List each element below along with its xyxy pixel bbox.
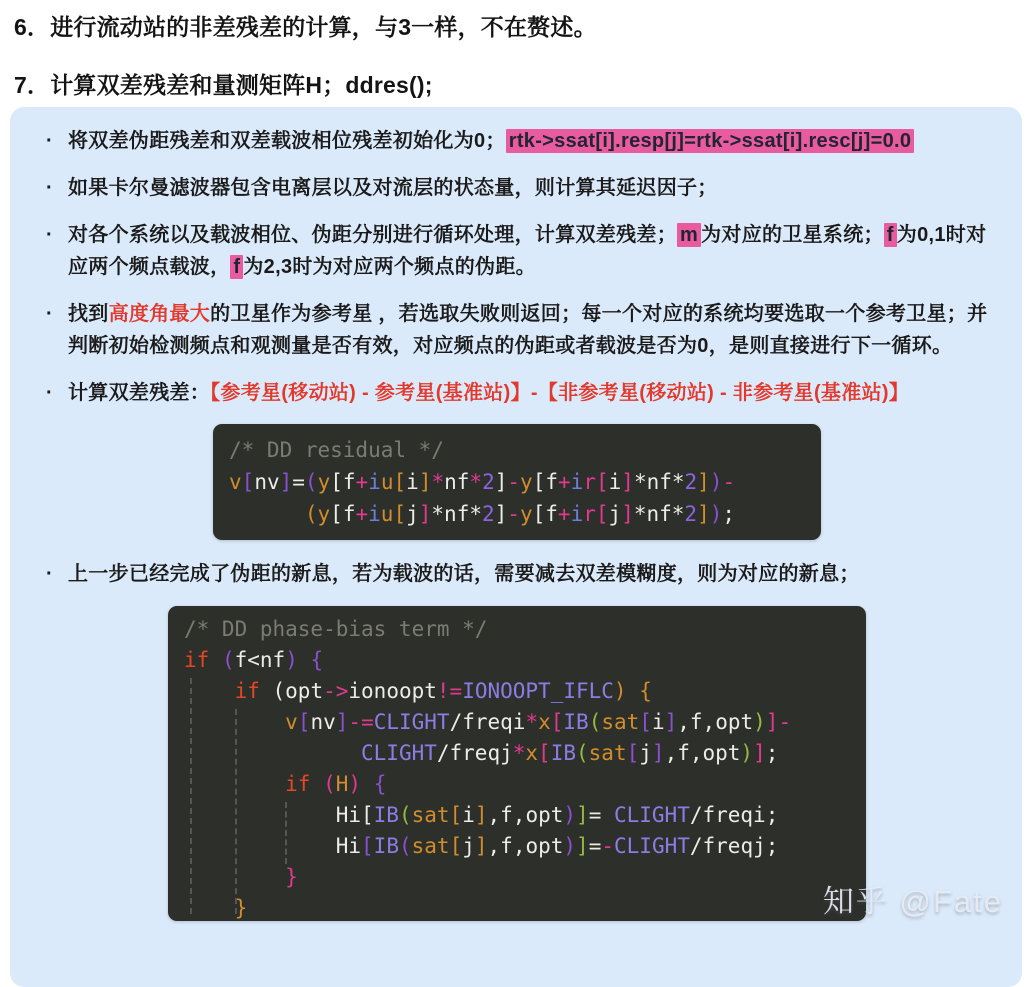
heading-step-6: 6．进行流动站的非差残差的计算，与3一样，不在赘述。: [14, 14, 597, 40]
list-item: [46, 558, 992, 590]
bullet-text: [68, 219, 992, 283]
list-item: [46, 125, 992, 157]
bullet-text: [68, 172, 992, 204]
code-lines: [184, 614, 850, 921]
text-segment-normal: 为2,3时为对应两个频点的伪距。: [243, 256, 536, 278]
zhihu-watermark: 知乎 @Fate: [822, 884, 1003, 919]
code-lines: [229, 434, 805, 530]
list-item: [46, 298, 992, 362]
bullet-marker: ·: [46, 382, 53, 404]
indent-guide: [235, 709, 237, 914]
list-item: [46, 172, 992, 204]
text-segment-highlight: f: [230, 255, 243, 279]
code-line: (y[f+iu[j]*nf*2]-y[f+ir[j]*nf*2]);: [304, 502, 736, 526]
bullet-marker: ·: [46, 130, 53, 152]
text-segment-normal: 上一步已经完成了伪距的新息，若为载波的话，需要减去双差模糊度，则为对应的新息；: [68, 563, 860, 585]
heading-step-7: 7．计算双差残差和量测矩阵H；ddres();: [14, 72, 433, 98]
indent-guide: [285, 802, 287, 864]
code-line: v[nv]-=CLIGHT/freqi*x[IB(sat[i],f,opt)]-: [285, 710, 792, 734]
code-line: Hi[IB(sat[j],f,opt)]=-CLIGHT/freqj;: [184, 834, 779, 858]
text-segment-normal: 找到: [68, 303, 109, 325]
code-line: }: [285, 865, 298, 889]
code-line: /* DD phase-bias term */: [184, 617, 488, 641]
bullet-list-top: [46, 125, 992, 409]
text-segment-highlight: rtk->ssat[i].resp[j]=rtk->ssat[i].resc[j]=0.0: [506, 129, 915, 153]
bullet-marker: ·: [46, 177, 53, 199]
text-segment-normal: 将双差伪距残差和双差载波相位残差初始化为0；: [68, 130, 506, 152]
code-line: if (opt->ionoopt!=IONOOPT_IFLC) {: [234, 679, 652, 703]
text-segment-red: 高度角最大: [108, 303, 211, 325]
code-line: }: [234, 896, 248, 920]
code-line: if (f<nf) {: [184, 648, 324, 672]
bullet-marker: ·: [46, 563, 53, 585]
text-segment-highlight: m: [677, 223, 701, 247]
code-line: if (H) {: [285, 772, 387, 796]
text-segment-normal: 计算双差残差：: [68, 382, 211, 404]
bullet-marker: ·: [46, 303, 53, 325]
code-block-dd-phase-bias: [168, 606, 866, 921]
text-segment-normal: 为0,1时对应两个频点载波，: [68, 224, 987, 278]
bullet-list-bottom: [46, 558, 992, 590]
bullet-text: [68, 298, 992, 362]
text-segment-normal: 的卫星作为参考星 ，若选取失败则返回；每一个对应的系统均要选取一个参考卫星；并判断初始检测频点和观测量是否有效，对应频点的伪距或者载波是否为0，是则直接进行下一循环。: [68, 303, 988, 357]
bullet-marker: ·: [46, 224, 53, 246]
code-block-dd-residual: [213, 424, 821, 540]
notes-panel: [10, 107, 1022, 987]
bullet-text: [68, 377, 992, 409]
code-line: /* DD residual */: [229, 438, 444, 462]
bullet-text: [68, 558, 992, 590]
code-line: CLIGHT/freqj*x[IB(sat[j],f,opt)];: [361, 741, 779, 765]
text-segment-normal: 如果卡尔曼滤波器包含电离层以及对流层的状态量，则计算其延迟因子；: [68, 177, 718, 199]
list-item: [46, 219, 992, 283]
code-line: v[nv]=(y[f+iu[i]*nf*2]-y[f+ir[i]*nf*2])-: [229, 470, 736, 494]
code-line: Hi[IB(sat[i],f,opt)]= CLIGHT/freqi;: [184, 803, 779, 827]
text-segment-normal: 为对应的卫星系统；: [701, 224, 884, 246]
text-segment-normal: 对各个系统以及载波相位、伪距分别进行循环处理，计算双差残差；: [68, 224, 677, 246]
text-segment-red: 【参考星(移动站) - 参考星(基准站)】-【非参考星(移动站) - 非参考星(基准站)】: [210, 382, 910, 404]
indent-guide: [190, 678, 192, 914]
bullet-text: [68, 125, 992, 157]
list-item: [46, 377, 992, 409]
text-segment-highlight: f: [884, 223, 897, 247]
